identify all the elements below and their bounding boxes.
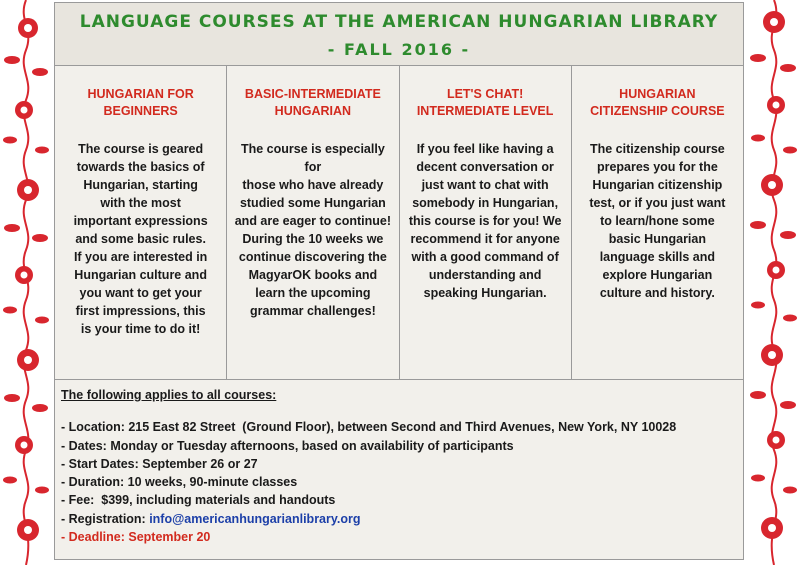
- course-description: If you feel like having a decent conversation or just want to chat with somebody in Hungarian, this course is for you! We recommend it for anyone with a good command of understanding and speaking Hungarian.: [408, 142, 562, 300]
- left-floral-border: [0, 0, 54, 565]
- registration-label: - Registration:: [61, 511, 150, 526]
- course-description: The course is geared towards the basics of Hungarian, starting with the most important expressions and some basic rules. If you are interested in Hungarian culture and you want to get your first impressions, this is your time to do it!: [73, 142, 208, 336]
- info-start-dates: - Start Dates: September 26 or 27: [61, 456, 258, 471]
- registration-email-link[interactable]: info@americanhungarianlibrary.org: [149, 511, 361, 526]
- course-columns: [55, 66, 743, 380]
- course-flyer: [54, 2, 744, 560]
- title-block: [55, 3, 743, 66]
- course-lets-chat: [400, 66, 572, 379]
- info-location: - Location: 215 East 82 Street (Ground Floor), between Second and Third Avenues, New York, NY 10028: [61, 420, 677, 435]
- course-beginners: [55, 66, 227, 379]
- info-registration: [61, 510, 743, 528]
- info-fee: - Fee: $399, including materials and handouts: [61, 493, 336, 508]
- semester-subtitle: - FALL 2016 -: [327, 40, 471, 59]
- course-description: The citizenship course prepares you for the Hungarian citizenship test, or if you just want to learn/hone some basic Hungarian language skills and explore Hungarian culture and history.: [589, 142, 726, 300]
- info-duration: - Duration: 10 weeks, 90-minute classes: [61, 475, 298, 490]
- course-citizenship: [572, 66, 743, 379]
- course-heading: BASIC-INTERMEDIATE HUNGARIAN: [244, 87, 381, 118]
- page-title: LANGUAGE COURSES AT THE AMERICAN HUNGARIAN LIBRARY: [79, 12, 719, 32]
- course-description: The course is especially for those who have already studied some Hungarian and are eager to continue! During the 10 weeks we continue discovering the MagyarOK books and learn the upcoming grammar challenges!: [234, 142, 392, 318]
- info-deadline: - Deadline: September 20: [61, 530, 211, 545]
- course-heading: HUNGARIAN CITIZENSHIP COURSE: [590, 87, 725, 118]
- info-heading: The following applies to all courses:: [61, 388, 277, 402]
- info-dates: - Dates: Monday or Tuesday afternoons, based on availability of participants: [61, 438, 514, 453]
- general-info: [55, 380, 743, 559]
- right-floral-border: [746, 0, 800, 565]
- course-heading: HUNGARIAN FOR BEGINNERS: [87, 87, 194, 118]
- course-basic-intermediate: [227, 66, 399, 379]
- course-heading: LET'S CHAT! INTERMEDIATE LEVEL: [416, 87, 554, 118]
